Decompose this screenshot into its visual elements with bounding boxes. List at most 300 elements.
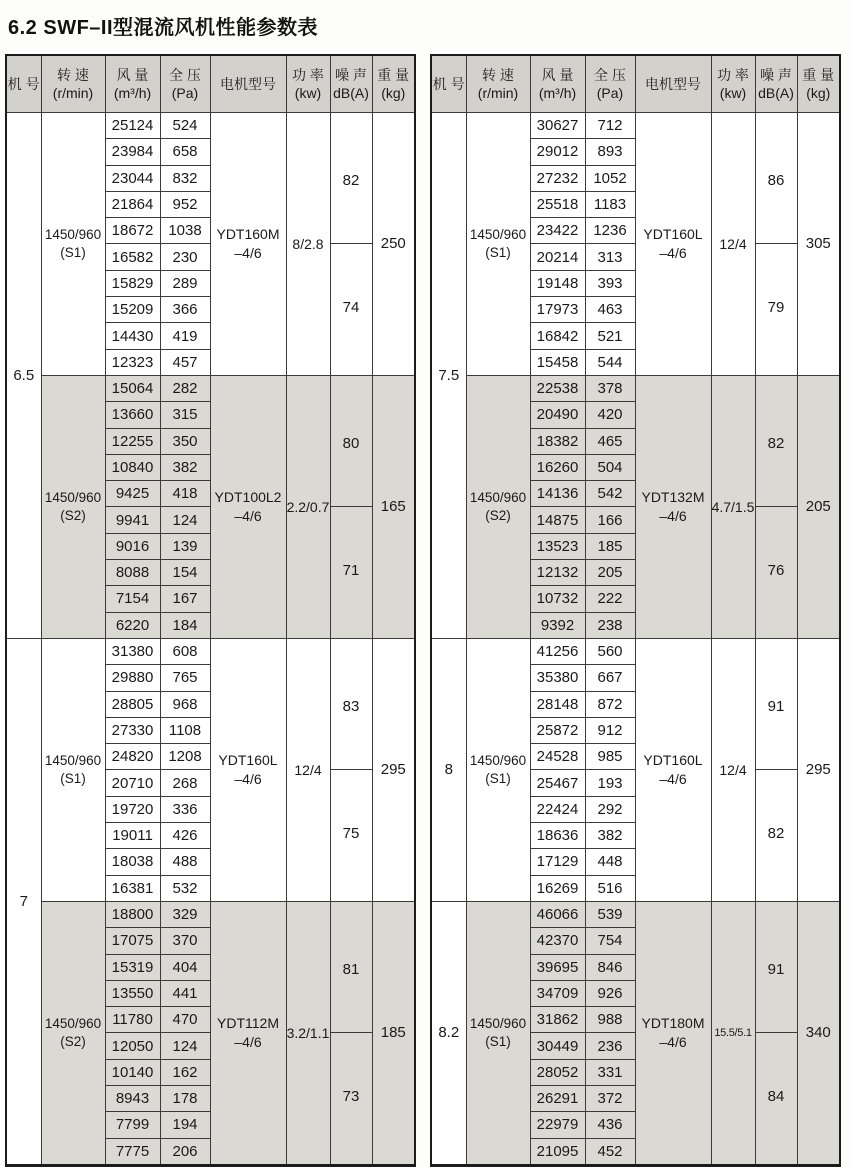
flow-cell: 20710: [105, 770, 160, 796]
pressure-cell: 532: [160, 875, 210, 901]
col-header-label: 风 量: [541, 66, 574, 83]
pressure-cell: 470: [160, 1007, 210, 1033]
flow-cell: 13660: [105, 402, 160, 428]
flow-cell: 13550: [105, 980, 160, 1006]
flow-cell: 6220: [105, 612, 160, 638]
motor-model-cell: [635, 638, 711, 901]
power-cell: 12/4: [711, 113, 755, 376]
pressure-cell: 846: [585, 954, 635, 980]
col-header-label: 全 压: [169, 66, 201, 83]
pressure-cell: 139: [160, 533, 210, 559]
speed-value: 1450/960: [469, 226, 527, 242]
col-header-unit: (kg): [806, 85, 831, 101]
pressure-cell: 289: [160, 270, 210, 296]
noise-cell: [330, 638, 372, 901]
pressure-cell: 205: [585, 560, 635, 586]
col-header-motor-model: [210, 55, 286, 113]
pressure-cell: 167: [160, 586, 210, 612]
pressure-cell: 1236: [585, 218, 635, 244]
col-header-unit: (r/min): [52, 85, 94, 101]
motor-model-line1: YDT180M: [641, 1015, 705, 1031]
noise-split: [331, 381, 372, 633]
duty-label: (S1): [60, 770, 86, 786]
pressure-cell: 268: [160, 770, 210, 796]
flow-cell: 22424: [530, 796, 585, 822]
flow-cell: 19148: [530, 270, 585, 296]
col-header-unit: (kg): [381, 85, 406, 101]
motor-model-line2: –4/6: [659, 1033, 687, 1050]
weight-cell: 340: [797, 901, 840, 1165]
speed-value: 1450/960: [44, 752, 102, 768]
pressure-cell: 378: [585, 375, 635, 401]
motor-model-cell: [635, 901, 711, 1165]
speed-cell: [466, 375, 530, 638]
pressure-cell: 893: [585, 139, 635, 165]
flow-cell: 19720: [105, 796, 160, 822]
flow-cell: 7775: [105, 1138, 160, 1165]
speed-value: 1450/960: [44, 489, 102, 505]
noise-high-value: 81: [331, 907, 372, 1034]
flow-cell: 18636: [530, 823, 585, 849]
flow-cell: 10732: [530, 586, 585, 612]
duty-label: (S1): [485, 244, 511, 260]
speed-cell: [41, 638, 105, 901]
flow-cell: 46066: [530, 901, 585, 927]
pressure-cell: 465: [585, 428, 635, 454]
speed-value: 1450/960: [44, 226, 102, 242]
col-header-noise: [330, 55, 372, 113]
noise-high-value: 91: [756, 644, 797, 771]
flow-cell: 12255: [105, 428, 160, 454]
flow-cell: 22538: [530, 375, 585, 401]
noise-low-value: 79: [767, 298, 785, 316]
flow-cell: 41256: [530, 638, 585, 664]
motor-model-line2: –4/6: [659, 507, 687, 524]
power-cell: 12/4: [286, 638, 330, 901]
speed-value: 1450/960: [469, 489, 527, 505]
pressure-cell: 452: [585, 1138, 635, 1165]
col-header-label: 电机型号: [645, 75, 701, 92]
data-row: [431, 901, 840, 927]
motor-model-line2: –4/6: [659, 770, 687, 787]
flow-cell: 9392: [530, 612, 585, 638]
col-header-unit: (Pa): [596, 85, 624, 101]
speed-cell: [466, 638, 530, 901]
pressure-cell: 154: [160, 560, 210, 586]
flow-cell: 15209: [105, 297, 160, 323]
flow-cell: 23984: [105, 139, 160, 165]
pressure-cell: 608: [160, 638, 210, 664]
noise-high-value: 82: [756, 381, 797, 508]
col-header-label: 机 号: [7, 75, 40, 92]
flow-cell: 25518: [530, 191, 585, 217]
motor-model-cell: [210, 901, 286, 1165]
col-header-flow: [530, 55, 585, 113]
flow-cell: 30449: [530, 1033, 585, 1059]
pressure-cell: 765: [160, 665, 210, 691]
col-header-label: 转 速: [57, 66, 89, 83]
flow-cell: 23422: [530, 218, 585, 244]
flow-cell: 8943: [105, 1085, 160, 1111]
pressure-cell: 968: [160, 691, 210, 717]
pressure-cell: 166: [585, 507, 635, 533]
noise-high-value: 86: [756, 118, 797, 245]
flow-cell: 17129: [530, 849, 585, 875]
noise-high-value: 80: [331, 381, 372, 508]
flow-cell: 15458: [530, 349, 585, 375]
col-header-weight: [797, 55, 840, 113]
tables-container: [5, 54, 841, 1167]
header-row: [6, 55, 415, 113]
flow-cell: 31862: [530, 1007, 585, 1033]
flow-cell: 16582: [105, 244, 160, 270]
pressure-cell: 370: [160, 928, 210, 954]
flow-cell: 9425: [105, 481, 160, 507]
pressure-cell: 521: [585, 323, 635, 349]
motor-model-cell: [635, 113, 711, 376]
pressure-cell: 236: [585, 1033, 635, 1059]
speed-cell: [466, 113, 530, 376]
noise-cell: [330, 113, 372, 376]
flow-cell: 22979: [530, 1112, 585, 1138]
flow-cell: 16260: [530, 454, 585, 480]
flow-cell: 19011: [105, 823, 160, 849]
machine-no-cell: 7: [6, 638, 41, 1165]
noise-high-value: 83: [331, 644, 372, 771]
col-header-motor-model: [635, 55, 711, 113]
pressure-cell: 457: [160, 349, 210, 375]
col-header-pressure: [585, 55, 635, 113]
col-header-label: 功 率: [717, 66, 749, 83]
flow-cell: 20214: [530, 244, 585, 270]
col-header-unit: (m³/h): [538, 85, 577, 101]
pressure-cell: 194: [160, 1112, 210, 1138]
motor-model-line1: YDT132M: [641, 489, 705, 506]
flow-cell: 27232: [530, 165, 585, 191]
weight-cell: 305: [797, 113, 840, 376]
speed-cell: [41, 901, 105, 1165]
pressure-cell: 1038: [160, 218, 210, 244]
pressure-cell: 542: [585, 481, 635, 507]
pressure-cell: 658: [160, 139, 210, 165]
flow-cell: 20490: [530, 402, 585, 428]
col-header-flow: [105, 55, 160, 113]
noise-low-value: 71: [342, 561, 360, 579]
noise-split: [331, 644, 372, 896]
flow-cell: 42370: [530, 928, 585, 954]
motor-model-cell: [210, 113, 286, 376]
col-header-label: 风 量: [116, 66, 149, 83]
noise-cell: [330, 375, 372, 638]
noise-high-value: 82: [331, 118, 372, 245]
flow-cell: 18382: [530, 428, 585, 454]
pressure-cell: 426: [160, 823, 210, 849]
flow-cell: 18672: [105, 218, 160, 244]
noise-split: [331, 118, 372, 370]
pressure-cell: 488: [160, 849, 210, 875]
col-header-unit: (Pa): [171, 85, 199, 101]
pressure-cell: 222: [585, 586, 635, 612]
noise-split: [756, 381, 797, 633]
noise-split: [756, 644, 797, 896]
flow-cell: 21095: [530, 1138, 585, 1165]
flow-cell: 24528: [530, 744, 585, 770]
flow-cell: 14136: [530, 481, 585, 507]
pressure-cell: 315: [160, 402, 210, 428]
col-header-unit: dB(A): [333, 85, 369, 101]
flow-cell: 9016: [105, 533, 160, 559]
motor-model-line1: YDT160L: [218, 752, 278, 769]
duty-label: (S1): [60, 244, 86, 260]
flow-cell: 39695: [530, 954, 585, 980]
motor-model-line1: YDT160L: [643, 226, 703, 243]
noise-low-value: 75: [342, 824, 360, 842]
flow-cell: 15064: [105, 375, 160, 401]
speed-cell: [41, 375, 105, 638]
pressure-cell: 372: [585, 1085, 635, 1111]
power-cell: 8/2.8: [286, 113, 330, 376]
flow-cell: 23044: [105, 165, 160, 191]
pressure-cell: 124: [160, 507, 210, 533]
col-header-label: 机 号: [432, 75, 465, 92]
flow-cell: 25467: [530, 770, 585, 796]
page-title: 6.2 SWF–II型混流风机性能参数表: [8, 17, 319, 39]
power-cell: 15.5/5.1: [711, 901, 755, 1165]
flow-cell: 31380: [105, 638, 160, 664]
pressure-cell: 382: [160, 454, 210, 480]
flow-cell: 7799: [105, 1112, 160, 1138]
pressure-cell: 952: [160, 191, 210, 217]
flow-cell: 28148: [530, 691, 585, 717]
motor-model-cell: [210, 375, 286, 638]
flow-cell: 29012: [530, 139, 585, 165]
pressure-cell: 912: [585, 717, 635, 743]
flow-cell: 26291: [530, 1085, 585, 1111]
pressure-cell: 463: [585, 297, 635, 323]
power-cell: 2.2/0.7: [286, 375, 330, 638]
col-header-power: [286, 55, 330, 113]
pressure-cell: 872: [585, 691, 635, 717]
motor-model-line2: –4/6: [659, 244, 687, 261]
fan-params-table-right: [430, 54, 841, 1167]
flow-cell: 11780: [105, 1007, 160, 1033]
duty-label: (S1): [485, 1033, 511, 1049]
flow-cell: 17973: [530, 297, 585, 323]
pressure-cell: 185: [585, 533, 635, 559]
col-header-speed: [41, 55, 105, 113]
pressure-cell: 292: [585, 796, 635, 822]
pressure-cell: 420: [585, 402, 635, 428]
col-header-pressure: [160, 55, 210, 113]
pressure-cell: 184: [160, 612, 210, 638]
flow-cell: 8088: [105, 560, 160, 586]
motor-model-line2: –4/6: [234, 1033, 262, 1050]
flow-cell: 16842: [530, 323, 585, 349]
power-cell: 12/4: [711, 638, 755, 901]
flow-cell: 27330: [105, 717, 160, 743]
pressure-cell: 544: [585, 349, 635, 375]
noise-high-value: 91: [756, 907, 797, 1034]
flow-cell: 18800: [105, 901, 160, 927]
weight-cell: 295: [372, 638, 415, 901]
col-header-machine-no: [6, 55, 41, 113]
col-header-label: 全 压: [594, 66, 626, 83]
col-header-speed: [466, 55, 530, 113]
pressure-cell: 667: [585, 665, 635, 691]
pressure-cell: 504: [585, 454, 635, 480]
col-header-machine-no: [431, 55, 466, 113]
flow-cell: 29880: [105, 665, 160, 691]
data-row: [431, 638, 840, 664]
power-cell: 3.2/1.1: [286, 901, 330, 1165]
data-row: [431, 375, 840, 401]
flow-cell: 30627: [530, 113, 585, 139]
flow-cell: 28052: [530, 1059, 585, 1085]
noise-cell: [755, 113, 797, 376]
motor-model-line1: YDT100L2: [214, 489, 282, 506]
col-header-label: 转 速: [482, 66, 514, 83]
data-row: [6, 638, 415, 664]
flow-cell: 16269: [530, 875, 585, 901]
pressure-cell: 441: [160, 980, 210, 1006]
flow-cell: 35380: [530, 665, 585, 691]
speed-value: 1450/960: [469, 752, 527, 768]
noise-low-value: 82: [767, 824, 785, 842]
flow-cell: 10840: [105, 454, 160, 480]
duty-label: (S2): [60, 507, 86, 523]
col-header-label: 重 量: [802, 66, 835, 83]
pressure-cell: 404: [160, 954, 210, 980]
speed-cell: [41, 113, 105, 376]
col-header-unit: (kw): [719, 85, 747, 101]
col-header-noise: [755, 55, 797, 113]
flow-cell: 15319: [105, 954, 160, 980]
flow-cell: 7154: [105, 586, 160, 612]
flow-cell: 13523: [530, 533, 585, 559]
pressure-cell: 329: [160, 901, 210, 927]
data-row: [6, 901, 415, 927]
pressure-cell: 419: [160, 323, 210, 349]
pressure-cell: 313: [585, 244, 635, 270]
noise-split: [756, 907, 797, 1159]
pressure-cell: 1208: [160, 744, 210, 770]
motor-model-line2: –4/6: [234, 507, 262, 524]
pressure-cell: 988: [585, 1007, 635, 1033]
fan-params-table-left: [5, 54, 416, 1167]
pressure-cell: 282: [160, 375, 210, 401]
pressure-cell: 230: [160, 244, 210, 270]
col-header-weight: [372, 55, 415, 113]
noise-low-value: 74: [342, 298, 360, 316]
pressure-cell: 193: [585, 770, 635, 796]
duty-label: (S2): [485, 507, 511, 523]
duty-label: (S2): [60, 1033, 86, 1049]
noise-cell: [755, 901, 797, 1165]
col-header-label: 噪 声: [335, 66, 367, 83]
pressure-cell: 1183: [585, 191, 635, 217]
pressure-cell: 382: [585, 823, 635, 849]
flow-cell: 17075: [105, 928, 160, 954]
flow-cell: 15829: [105, 270, 160, 296]
flow-cell: 25872: [530, 717, 585, 743]
speed-value: 1450/960: [44, 1015, 102, 1031]
pressure-cell: 124: [160, 1033, 210, 1059]
power-cell: 4.7/1.5: [711, 375, 755, 638]
pressure-cell: 206: [160, 1138, 210, 1165]
weight-cell: 250: [372, 113, 415, 376]
col-header-label: 噪 声: [760, 66, 792, 83]
flow-cell: 12132: [530, 560, 585, 586]
pressure-cell: 1108: [160, 717, 210, 743]
speed-cell: [466, 901, 530, 1165]
pressure-cell: 178: [160, 1085, 210, 1111]
pressure-cell: 331: [585, 1059, 635, 1085]
flow-cell: 14430: [105, 323, 160, 349]
header-row: [431, 55, 840, 113]
pressure-cell: 418: [160, 481, 210, 507]
pressure-cell: 393: [585, 270, 635, 296]
motor-model-line1: YDT112M: [217, 1015, 279, 1031]
noise-low-value: 73: [342, 1087, 360, 1105]
col-header-unit: dB(A): [758, 85, 794, 101]
pressure-cell: 448: [585, 849, 635, 875]
pressure-cell: 926: [585, 980, 635, 1006]
flow-cell: 28805: [105, 691, 160, 717]
pressure-cell: 238: [585, 612, 635, 638]
machine-no-cell: 6.5: [6, 113, 41, 639]
flow-cell: 18038: [105, 849, 160, 875]
machine-no-cell: 7.5: [431, 113, 466, 639]
col-header-label: 功 率: [292, 66, 324, 83]
weight-cell: 165: [372, 375, 415, 638]
flow-cell: 10140: [105, 1059, 160, 1085]
weight-cell: 295: [797, 638, 840, 901]
col-header-label: 重 量: [377, 66, 410, 83]
pressure-cell: 1052: [585, 165, 635, 191]
motor-model-line1: YDT160L: [643, 752, 703, 769]
pressure-cell: 539: [585, 901, 635, 927]
duty-label: (S1): [485, 770, 511, 786]
pressure-cell: 366: [160, 297, 210, 323]
data-row: [431, 113, 840, 139]
col-header-unit: (r/min): [477, 85, 519, 101]
noise-cell: [755, 375, 797, 638]
col-header-label: 电机型号: [220, 75, 276, 92]
motor-model-cell: [210, 638, 286, 901]
flow-cell: 25124: [105, 113, 160, 139]
machine-no-cell: 8: [431, 638, 466, 901]
flow-cell: 9941: [105, 507, 160, 533]
flow-cell: 12050: [105, 1033, 160, 1059]
pressure-cell: 712: [585, 113, 635, 139]
pressure-cell: 985: [585, 744, 635, 770]
noise-cell: [330, 901, 372, 1165]
noise-split: [331, 907, 372, 1159]
flow-cell: 24820: [105, 744, 160, 770]
motor-model-cell: [635, 375, 711, 638]
weight-cell: 205: [797, 375, 840, 638]
pressure-cell: 832: [160, 165, 210, 191]
noise-cell: [755, 638, 797, 901]
weight-cell: 185: [372, 901, 415, 1165]
pressure-cell: 516: [585, 875, 635, 901]
noise-low-value: 76: [767, 561, 785, 579]
pressure-cell: 350: [160, 428, 210, 454]
flow-cell: 12323: [105, 349, 160, 375]
pressure-cell: 162: [160, 1059, 210, 1085]
pressure-cell: 560: [585, 638, 635, 664]
pressure-cell: 524: [160, 113, 210, 139]
